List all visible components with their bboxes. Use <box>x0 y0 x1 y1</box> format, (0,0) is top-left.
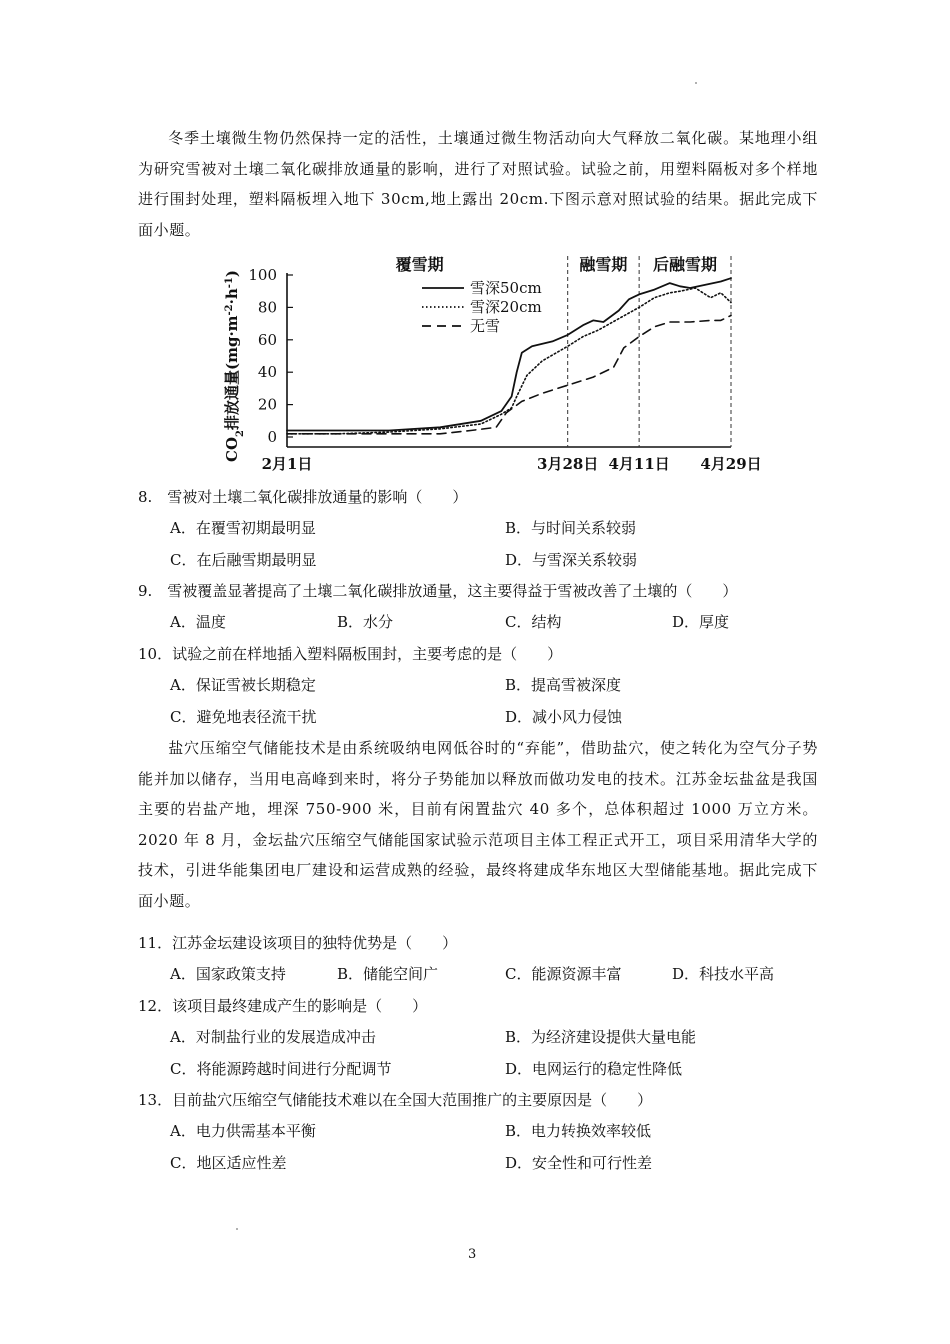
question-13: 13．目前盐穴压缩空气储能技术难以在全国大范围推广的主要原因是（ ） <box>138 1091 653 1109</box>
q11-option-d[interactable]: D．科技水平高 <box>672 965 775 983</box>
q13-option-b[interactable]: B．电力转换效率较低 <box>505 1122 652 1140</box>
period-label: 融雪期 <box>579 255 628 274</box>
y-axis-label <box>223 270 246 462</box>
y-tick-label: 60 <box>257 330 277 349</box>
question-12: 12．该项目最终建成产生的影响是（ ） <box>138 997 428 1015</box>
y-axis-label-part: ·h <box>223 288 241 305</box>
passage-2 <box>138 733 818 917</box>
y-axis-label-part: -2 <box>223 304 235 316</box>
question-10: 10．试验之前在样地插入塑料隔板围封，主要考虑的是（ ） <box>138 645 563 663</box>
legend-label-2: 雪深20cm <box>470 298 542 316</box>
period-label: 覆雪期 <box>395 255 444 274</box>
y-axis-label-part: -1 <box>223 277 235 289</box>
y-axis-label-part: 排放通量(mg·m <box>223 315 241 431</box>
legend-label-3: 无雪 <box>470 317 501 335</box>
q9-option-c[interactable]: C．结构 <box>505 613 562 631</box>
x-tick-label: 4月29日 <box>700 455 762 473</box>
question-8: 8. 雪被对土壤二氧化碳排放通量的影响（ ） <box>138 488 468 506</box>
x-tick-label: 3月28日 <box>537 455 599 473</box>
q12-option-a[interactable]: A．对制盐行业的发展造成冲击 <box>170 1028 376 1046</box>
q12-option-d[interactable]: D．电网运行的稳定性降低 <box>505 1060 683 1078</box>
q8-option-c[interactable]: C．在后融雪期最明显 <box>170 551 317 569</box>
page-number: 3 <box>468 1247 477 1262</box>
y-tick-label: 0 <box>267 428 277 446</box>
q11-option-c[interactable]: C．能源资源丰富 <box>505 965 622 983</box>
q9-option-a[interactable]: A．温度 <box>170 613 226 631</box>
q8-option-d[interactable]: D．与雪深关系较弱 <box>505 551 638 569</box>
q10-option-b[interactable]: B．提高雪被深度 <box>505 676 622 694</box>
question-9: 9. 雪被覆盖显著提高了土壤二氧化碳排放通量，这主要得益于雪被改善了土壤的（ ） <box>138 582 738 600</box>
y-axis-label-part: CO <box>223 436 241 463</box>
q11-option-b[interactable]: B．储能空间广 <box>337 965 439 983</box>
q9-option-d[interactable]: D．厚度 <box>672 613 730 631</box>
passage-1 <box>138 123 818 245</box>
y-tick-label: 80 <box>257 298 277 317</box>
x-tick-label: 2月1日 <box>261 455 313 473</box>
legend-label-1: 雪深50cm <box>470 279 542 297</box>
q10-option-d[interactable]: D．减小风力侵蚀 <box>505 708 623 726</box>
scan-speck <box>695 82 697 84</box>
series-line-3 <box>287 316 731 434</box>
q12-option-b[interactable]: B．为经济建设提供大量电能 <box>505 1028 697 1046</box>
q11-option-a[interactable]: A．国家政策支持 <box>170 965 286 983</box>
q9-option-b[interactable]: B．水分 <box>337 613 394 631</box>
x-tick-label: 4月11日 <box>608 455 670 473</box>
chart-labels <box>223 255 762 473</box>
q8-option-a[interactable]: A．在覆雪初期最明显 <box>170 519 316 537</box>
scan-speck <box>236 1228 238 1230</box>
y-axis-label-part: ) <box>223 269 241 278</box>
y-tick-label: 40 <box>257 363 277 382</box>
co2-flux-chart <box>210 250 780 478</box>
q10-option-c[interactable]: C．避免地表径流干扰 <box>170 708 317 726</box>
y-tick-label: 20 <box>257 395 277 414</box>
q13-option-c[interactable]: C．地区适应性差 <box>170 1154 287 1172</box>
q10-option-a[interactable]: A．保证雪被长期稳定 <box>170 676 316 694</box>
question-11: 11．江苏金坛建设该项目的独特优势是（ ） <box>138 934 458 952</box>
q12-option-c[interactable]: C．将能源跨越时间进行分配调节 <box>170 1060 392 1078</box>
period-label: 后融雪期 <box>653 255 718 274</box>
q13-option-a[interactable]: A．电力供需基本平衡 <box>170 1122 316 1140</box>
y-tick-label: 100 <box>248 266 277 284</box>
q13-option-d[interactable]: D．安全性和可行性差 <box>505 1154 653 1172</box>
passage-2-text: 盐穴压缩空气储能技术是由系统吸纳电网低谷时的“弃能”，借助盐穴，使之转化为空气分子势能并加以储存，当用电高峰到来时，将分子势能加以释放而做功发电的技术。江苏金坛盐盆是我国主要的岩盐产地，埋深 750-900 米，目前有闲置盐穴 40 多个，总体积超过 1000 万立方米。2020 年 8 月，金坛盐穴压缩空气储能国家试验示范项目主体工程正式开工，项目采用清华大学的技术，引进华能集团电厂建设和运营成熟的经验，最终将建成华东地区大型储能基地。据此完成下面小题。 <box>138 739 818 910</box>
y-axis-label-part: 2 <box>234 430 246 437</box>
passage-1-text: 冬季土壤微生物仍然保持一定的活性，土壤通过微生物活动向大气释放二氧化碳。某地理小组为研究雪被对土壤二氧化碳排放通量的影响，进行了对照试验。试验之前，用塑料隔板对多个样地进行围封处理，塑料隔板埋入地下 30cm,地上露出 20cm.下图示意对照试验的结果。据此完成下面小题。 <box>138 129 818 239</box>
q8-option-b[interactable]: B．与时间关系较弱 <box>505 519 637 537</box>
